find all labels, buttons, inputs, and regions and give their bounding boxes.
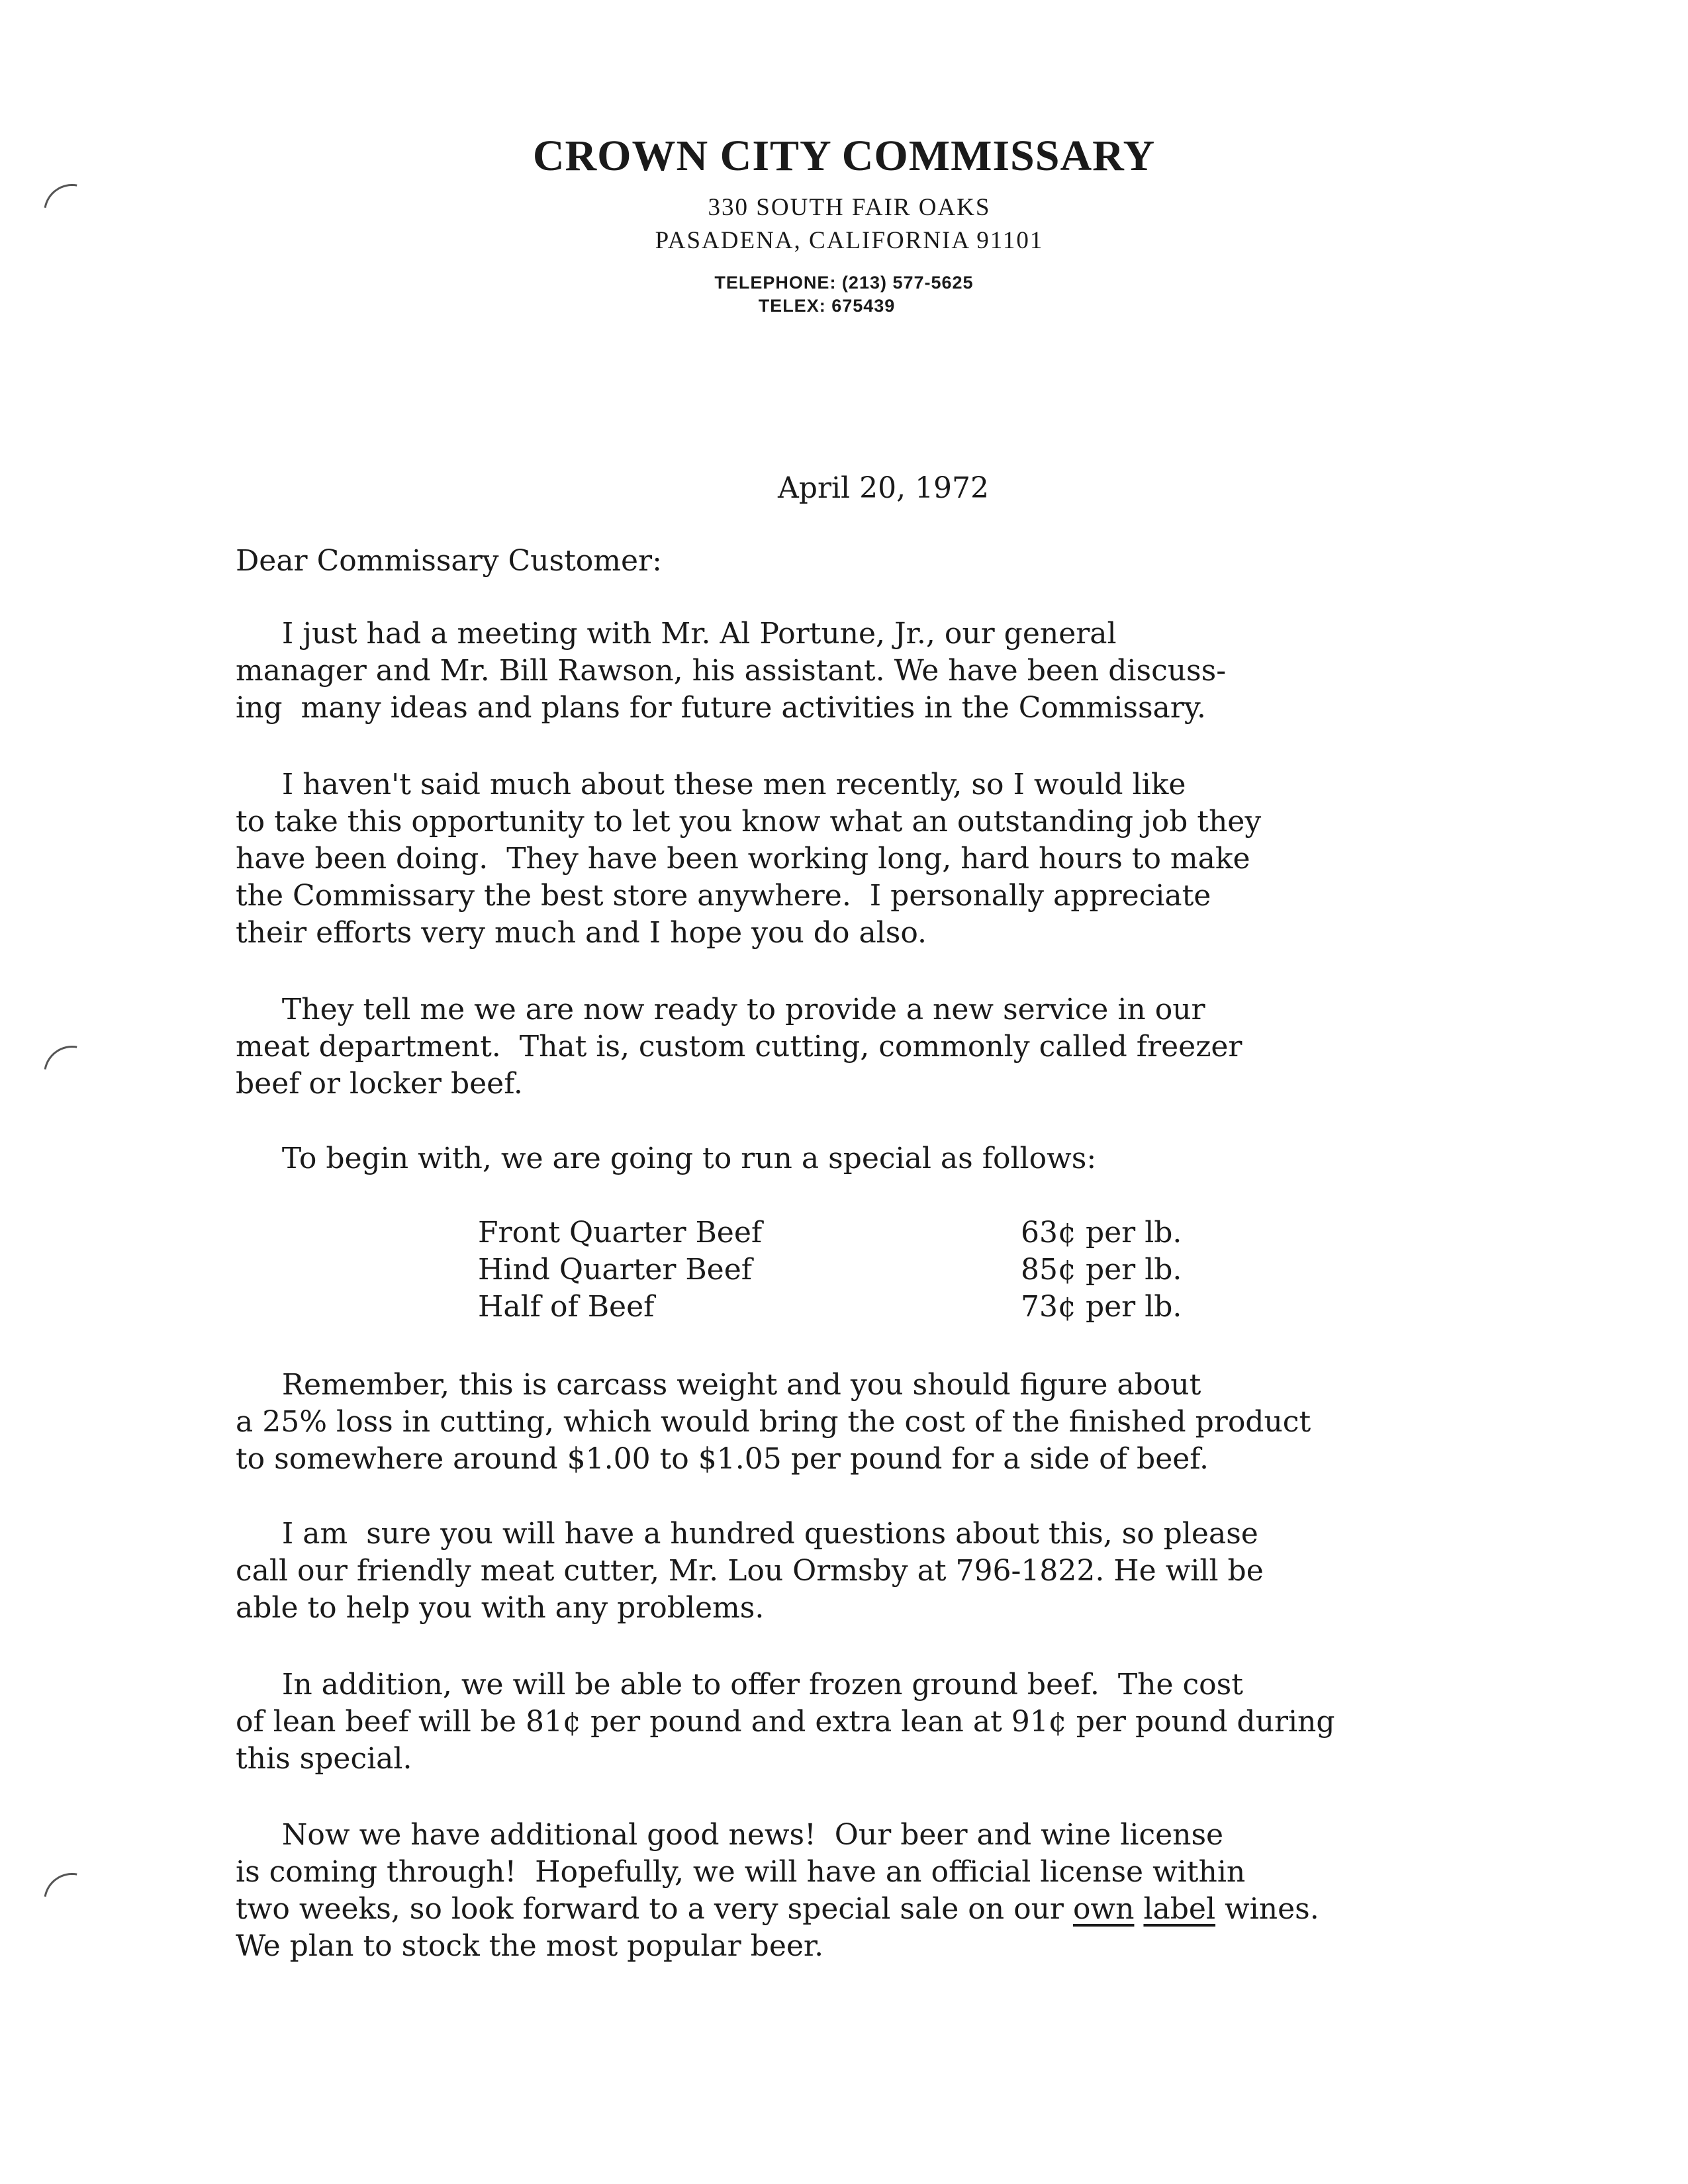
special-price: 63¢ per lb. — [1021, 1216, 1182, 1250]
address-street: 330 SOUTH FAIR OAKS — [708, 194, 991, 221]
paragraph-special-intro: To begin with, we are going to run a special as follows: — [236, 1142, 1097, 1175]
paragraph-appreciation: I haven't said much about these men recently, so I would like to take this opportunity to let you know what an outstanding job they have been doing. They have been working long, hard hours to make the Commissary the best store anywhere. I personally appreciate their efforts very much and I hope you do also. — [236, 768, 1262, 950]
license-text-end: wines. We plan to stock the most popular beer. — [236, 1892, 1319, 1963]
company-name: CROWN CITY COMMISSARY — [532, 132, 1156, 180]
special-item: Half of Beef — [478, 1290, 655, 1324]
specials-table — [478, 1214, 1286, 1326]
telex: TELEX: 675439 — [758, 296, 896, 316]
salutation: Dear Commissary Customer: — [236, 544, 662, 578]
paragraph-new-service: They tell me we are now ready to provide a new service in our meat department. That is, custom cutting, commonly called freezer beef or locker beef. — [236, 993, 1243, 1101]
underlined-own: own — [1072, 1892, 1135, 1926]
telephone: TELEPHONE: (213) 577-5625 — [714, 273, 974, 293]
specials-row — [478, 1214, 1286, 1251]
license-text: Now we have additional good news! Our beer and wine license is coming through! Hopefully, we will have an official license within two weeks, so look forward to a very special sale on our — [236, 1818, 1246, 1926]
paragraph-carcass-weight: Remember, this is carcass weight and you should figure about a 25% loss in cutting, which would bring the cost of the finished product to somewhere around $1.00 to $1.05 per pound for a side of beef. — [236, 1368, 1311, 1476]
letter-date: April 20, 1972 — [778, 471, 990, 505]
address-city: PASADENA, CALIFORNIA 91101 — [655, 227, 1044, 254]
paragraph-ground-beef: In addition, we will be able to offer frozen ground beef. The cost of lean beef will be 81¢ per pound and extra lean at 91¢ per pound during this special. — [236, 1668, 1335, 1776]
punch-hole-middle — [32, 1034, 112, 1114]
special-price: 85¢ per lb. — [1021, 1253, 1182, 1287]
underlined-label: label — [1143, 1892, 1216, 1926]
special-item: Hind Quarter Beef — [478, 1253, 753, 1287]
paragraph-meeting: I just had a meeting with Mr. Al Portune, Jr., our general manager and Mr. Bill Rawson, his assistant. We have been discuss- ing many ideas and plans for future activities in the Commissary. — [236, 617, 1227, 725]
punch-hole-bottom — [32, 1862, 112, 1941]
specials-row — [478, 1251, 1286, 1289]
paragraph-meat-cutter: I am sure you will have a hundred questions about this, so please call our friendly meat cutter, Mr. Lou Ormsby at 796-1822. He will be able to help you with any problems. — [236, 1517, 1264, 1625]
paragraph-license-news — [236, 1817, 1319, 1965]
special-price: 73¢ per lb. — [1021, 1290, 1182, 1324]
special-item: Front Quarter Beef — [478, 1216, 763, 1250]
specials-row — [478, 1289, 1286, 1326]
license-space — [1134, 1892, 1143, 1926]
